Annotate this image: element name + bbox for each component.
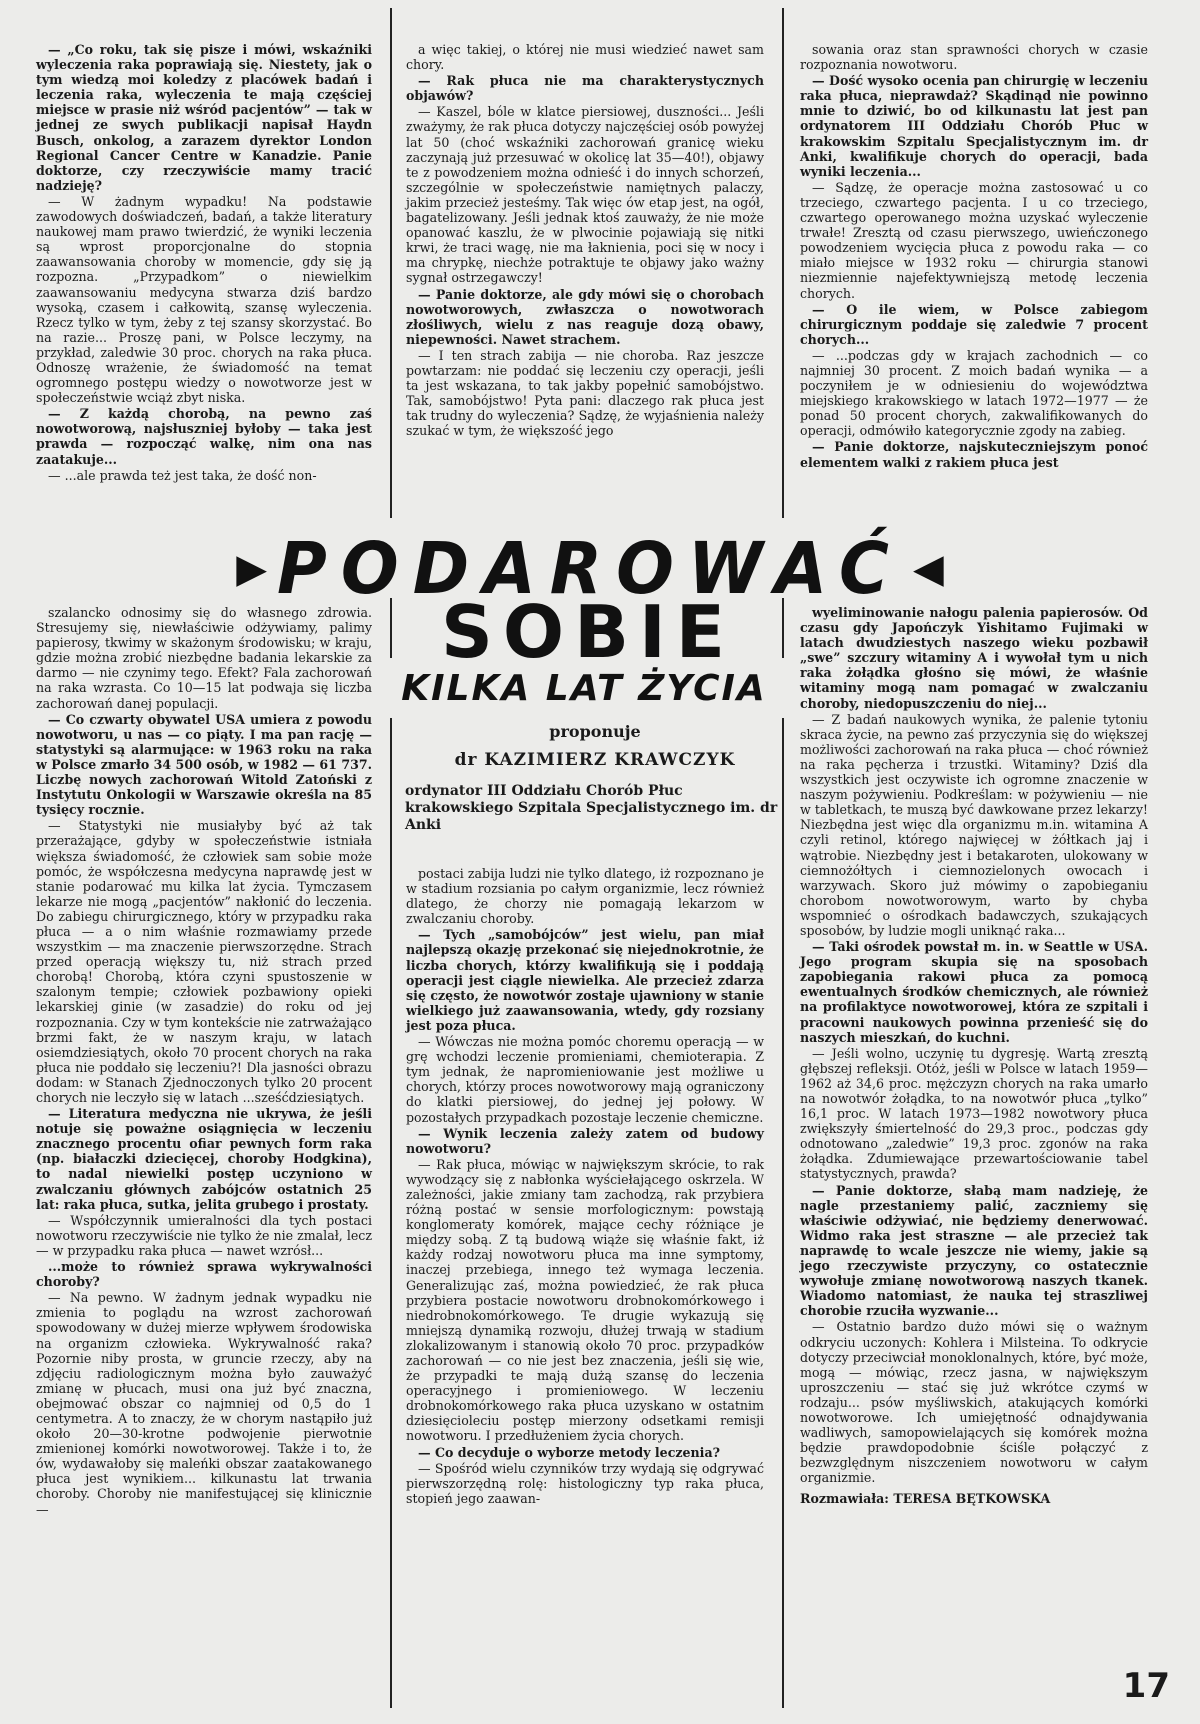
- question-paragraph: — Taki ośrodek powstał m. in. w Seattle w USA. Jego program skupia się na sposobach zapobiegania rakowi płuca za pomocą ewentualnych środków chemicznych, ale również na profilaktyce nowotworowej, która ze szpitali i pracowni naukowych powinna przenieść się do naszych mieszkań, do kuchni.: [800, 939, 1148, 1045]
- column-3-bottom: [800, 605, 1148, 1507]
- right-arrow-icon: ▶: [236, 546, 268, 592]
- headline-subtitle: KILKA LAT ŻYCIA: [401, 668, 767, 709]
- interviewer-signature: Rozmawiała: TERESA BĘTKOWSKA: [800, 1491, 1051, 1507]
- question-paragraph: — Rak płuca nie ma charakterystycznych objawów?: [406, 73, 764, 104]
- question-paragraph: — Literatura medyczna nie ukrywa, że jeśli notuje się poważne osiągnięcia w leczeniu znacznego procentu ofiar pewnych form raka (np. białaczki dziecięcej, choroby Hodgkina), to nadal niewielki postęp uczyniono w zwalczaniu głównych zabójców ostatnich 25 lat: raka płuca, sutka, jelita grubego i prostaty.: [36, 1106, 372, 1212]
- question-paragraph: — „Co roku, tak się pisze i mówi, wskaźniki wyleczenia raka poprawiają się. Niestety, jak o tym wiedzą moi koledzy z placówek badań i leczenia raka, wyleczenia te mają częściej miejsce w prasie niż wśród pacjentów” — tak w jednej ze swych publikacji napisał Haydn Busch, onkolog, a zarazem dyrektor London Regional Cancer Centre w Kanadzie. Panie doktorze, czy rzeczywiście mamy tracić nadzieję?: [36, 42, 372, 193]
- answer-paragraph: — Sądzę, że operacje można zastosować u co trzeciego, czwartego pacjenta. I u co trzeciego, czwartego operowanego można uzyskać wyleczenie trwałe! Zresztą od czasu pierwszego, uwieńczonego powodzeniem wycięcia płuca z powodu raka — co miało miejsce w 1932 roku — chirurgia stanowi niezmiennie najefektywniejszą metodę leczenia chorych.: [800, 179, 1148, 301]
- column-divider: [782, 718, 784, 1708]
- question-paragraph: — Dość wysoko ocenia pan chirurgię w leczeniu raka płuca, nieprawdaż? Skądinąd nie powinno mnie to dziwić, bo od kilkunastu lat jest pan ordynatorem III Oddziału Chorób Płuc w krakowskim Szpitalu Specjalistycznym im. dr Anki, kwalifikuje chorych do operacji, bada wyniki leczenia...: [800, 73, 1148, 179]
- question-paragraph: wyeliminowanie nałogu palenia papierosów. Od czasu gdy Japończyk Yishitamo Fujimaki w latach dwudziestych naszego wieku pozbawił „swe” szczury witaminy A i wywołał tym u nich raka żołądka głośno się mówi, że właśnie witaminy mogą nam pomagać w zwalczaniu choroby, niedopuszczeniu do niej...: [800, 605, 1148, 711]
- column-3-bottom-body: [800, 605, 1148, 1485]
- question-paragraph: — O ile wiem, w Polsce zabiegom chirurgicznym poddaje się zaledwie 7 procent chorych...: [800, 301, 1148, 347]
- question-paragraph: — Panie doktorze, ale gdy mówi się o chorobach nowotworowych, zwłaszcza o nowotworach złośliwych, wielu z nas reaguje dozą obawy, niepewności. Nawet strachem.: [406, 286, 764, 347]
- column-3-top: [800, 42, 1148, 471]
- question-paragraph: — Panie doktorze, najskuteczniejszym ponoć elementem walki z rakiem płuca jest: [800, 439, 1148, 470]
- byline-proponuje: proponuje: [549, 722, 641, 741]
- column-1-top: [36, 42, 372, 484]
- answer-paragraph: — Z badań naukowych wynika, że palenie tytoniu skraca życie, na pewno zaś przyczynia się do większej możliwości zachorowań na raka płuca — choć również na raka pęcherza i trzustki. Witaminy? Dziś dla wszystkich jest oczywiste ich ogromne znaczenie w naszym pożywieniu. Podkreślam: w pożywieniu — nie w tabletkach, te muszą być dawkowane przez lekarzy! Niezbędna jest więc dla organizmu m.in. witamina A czyli retinol, którego najwięcej w żółtkach jaj i wątrobie. Niezbędny jest i betakaroten, ulokowany w ciemnożółtych i ciemnozielonych owocach i warzywach. Skoro już mówimy o zapobieganiu chorobom nowotworowym, warto by chyba wspomnieć o ośrodkach badawczych, szukających sposobów, by ludzie mogli uniknąć raka...: [800, 711, 1148, 938]
- answer-paragraph: — ...podczas gdy w krajach zachodnich — co najmniej 30 procent. Z moich badań wynika — a poczyniłem je w odniesieniu do województwa miejskiego krakowskiego w latach 1972—1977 — że ponad 50 procent chorych, zakwalifikowanych do operacji, odmówiło kategorycznie zgody na zabieg.: [800, 347, 1148, 439]
- question-paragraph: — Wynik leczenia zależy zatem od budowy nowotworu?: [406, 1125, 764, 1156]
- author-name: dr KAZIMIERZ KRAWCZYK: [454, 750, 736, 770]
- question-paragraph: — Z każdą chorobą, na pewno zaś nowotworową, najsłuszniej byłoby — taka jest prawda — rozpocząć walkę, nim ona nas zaatakuje...: [36, 406, 372, 467]
- question-paragraph: — Co czwarty obywatel USA umiera z powodu nowotworu, u nas — co piąty. I ma pan rację — statystyki są alarmujące: w 1963 roku na raka w Polsce zmarło 34 500 osób, w 1982 — 61 737. Liczbę nowych zachorowań Witold Zatoński z Instytutu Onkologii w Warszawie określa na 85 tysięcy rocznie.: [36, 711, 372, 818]
- author-affiliation: ordynator III Oddziału Chorób Płuc krakowskiego Szpitala Specjalistycznego im. dr Anki: [405, 783, 778, 833]
- question-paragraph: ...może to również sprawa wykrywalności choroby?: [36, 1259, 372, 1290]
- headline-word: PODAROWAĆ: [277, 527, 903, 611]
- answer-paragraph: — Jeśli wolno, uczynię tu dygresję. Wartą zresztą głębszej refleksji. Otóż, jeśli w Polsce w latach 1959—1962 aż 34,6 proc. mężczyzn chorych na raka umarło na nowotwór żołądka, to na nowotwór płuca „tylko” 16,1 proc. W latach 1973—1982 nowotwory płuca zwiększyły śmiertelność do 29,3 proc., podczas gdy odnotowano „zaledwie” 19,3 proc. zgonów na raka żołądka. Zdumiewające przewartościowanie tabel statystycznych, prawda?: [800, 1045, 1148, 1182]
- answer-paragraph: a więc takiej, o której nie musi wiedzieć nawet sam chory.: [406, 42, 764, 73]
- answer-paragraph: — Kaszel, bóle w klatce piersiowej, duszności... Jeśli zważymy, że rak płuca dotyczy najczęściej osób powyżej lat 50 (choć wskaźniki zachorowań granicę wieku zaczynają już przesuwać w okolicę lat 35—40!), objawy te z powodzeniem można odnieść i do innych schorzeń, szczególnie w społeczeństwie namiętnych palaczy, jakim przecież jesteśmy. Tak więc ów etap jest, na ogół, bagatelizowany. Jeśli jednak ktoś zauważy, że nie może opanować kaszlu, że w plwocinie pojawiają się nitki krwi, że traci wagę, nie ma łaknienia, poci się w nocy i ma chrypkę, niechże potraktuje te objawy jako ważny sygnał ostrzegawczy!: [406, 104, 764, 286]
- column-divider: [390, 8, 392, 518]
- answer-paragraph: — Wówczas nie można pomóc choremu operacją — w grę wchodzi leczenie promieniami, chemioterapia. Z tym jednak, że napromieniowanie jest możliwe u chorych, którzy proces nowotworowy mają ograniczony do klatki piersiowej, do jednej jej połowy. W pozostałych przypadkach pozostaje leczenie chemiczne.: [406, 1034, 764, 1125]
- column-1-bottom: [36, 605, 372, 1518]
- column-2-bottom: [406, 866, 764, 1507]
- answer-paragraph: — W żadnym wypadku! Na podstawie zawodowych doświadczeń, badań, a także literatury naukowej mam prawo twierdzić, że wyniki leczenia są wprost proporcjonalne do stopnia zaawansowania choroby w momencie, gdy się ją rozpozna. „Przypadkom” o niewielkim zaawansowaniu medycyna stwarza dziś bardzo wysoką, czasem i całkowitą, szansę wyleczenia. Rzecz tylko w tym, żeby z tej szansy skorzystać. Bo na razie... Proszę pani, w Polsce leczymy, na przykład, zaledwie 30 proc. chorych na raka płuca. Odnoszę wrażenie, że świadomość na temat ogromnego postępu wiedzy o nowotworze jest w społeczeństwie wciąż zbyt niska.: [36, 193, 372, 406]
- answer-paragraph: — Statystyki nie musiałyby być aż tak przerażające, gdyby w społeczeństwie istniała większa świadomość, że człowiek sam sobie może pomóc, że współczesna medycyna naprawdę jest w stanie podarować mu kilka lat życia. Tymczasem lekarze nie mogą „pacjentów” nakłonić do leczenia. Do zabiegu chirurgicznego, który w przypadku raka płuca — a o nim właśnie rozmawiamy przede wszystkim — ma znaczenie pierwszorzędne. Strach przed operacją większy tu, niż strach przed chorobą! Chorobą, która czyni spustoszenie w szalonym tempie; człowiek pozbawiony opieki lekarskiej ginie (w zasadzie) do roku od jej rozpoznania. Czy w tym kontekście nie zatrważająco brzmi fakt, że w naszym kraju, w latach osiemdziesiątych, około 70 procent chorych na raka płuca nie poddało się leczeniu?! Dla jasności obrazu dodam: w Stanach Zjednoczonych tylko 20 procent chorych nie leczyło się w latach ...sześćdziesiątych.: [36, 818, 372, 1105]
- question-paragraph: — Co decyduje o wyborze metody leczenia?: [418, 1444, 721, 1460]
- answer-paragraph: szalancko odnosimy się do własnego zdrowia. Stresujemy się, niewłaściwie odżywiamy, palimy papierosy, tkwimy w skażonym środowisku; w kraju, gdzie można zrobić niezbędne badania lekarskie za darmo — nie czynimy tego. Efekt? Fala zachorowań na raka wzrasta. Co 10—15 lat podwaja się liczba zachorowań danej populacji.: [36, 605, 372, 711]
- column-2-top: [406, 42, 764, 439]
- answer-paragraph: — I ten strach zabija — nie choroba. Raz jeszcze powtarzam: nie poddać się leczeniu czy operacji, jeśli ta jest wskazana, to tak jakby popełnić samobójstwo. Tak, samobójstwo! Pyta pani: dlaczego rak płuca jest tak trudny do wyleczenia? Sądzę, że wyjaśnienia należy szukać w tym, że większość jego: [406, 347, 764, 439]
- answer-paragraph: postaci zabija ludzi nie tylko dlatego, iż rozpoznano je w stadium rozsiania po całym organizmie, lecz również dlatego, że chorzy nie pomagają lekarzom w zwalczaniu choroby.: [406, 866, 764, 927]
- answer-paragraph: — Spośród wielu czynników trzy wydają się odgrywać pierwszorzędną rolę: histologiczny typ raka płuca, stopień jego zaawan-: [406, 1460, 764, 1506]
- answer-paragraph: — Na pewno. W żadnym jednak wypadku nie zmienia to poglądu na wzrost zachorowań spowodowany w dużej mierze wpływem środowiska na organizm człowieka. Wykrywalność raka? Pozornie niby prosta, w gruncie rzeczy, aby na zdjęciu radiologicznym można było zauważyć zmianę w płucach, musi ona już być znaczna, obejmować obszar co najmniej od 0,5 do 1 centymetra. A to znaczy, że w chorym nastąpiło już około 20—30-krotne podwojenie pierwotnie zmienionej komórki nowotworowej. Także i to, że ów, wydawałoby się maleńki obszar zaatakowanego płuca jest wynikiem... kilkunastu lat trwania choroby. Choroby nie manifestującej się klinicznie —: [36, 1290, 372, 1517]
- answer-paragraph: sowania oraz stan sprawności chorych w czasie rozpoznania nowotworu.: [800, 42, 1148, 73]
- question-paragraph: — Tych „samobójców” jest wielu, pan miał najlepszą okazję przekonać się niejednokrotnie, że liczba chorych, którzy kwalifikują się i poddają operacji jest ciągle niewielka. Ale przecież zdarza się często, że nowotwór zostaje ujawniony w stanie wielkiego już zaawansowania, wtedy, gdy rozsiany jest poza płuca.: [406, 927, 764, 1033]
- answer-paragraph: — Rak płuca, mówiąc w największym skrócie, to rak wywodzący się z nabłonka wyściełającego oskrzela. W zależności, jakie zmiany tam zachodzą, rak przybiera różną postać w sensie morfologicznym: powstają konglomeraty komórek, mające cechy różniące je między sobą. Z tą budową wiąże się właśnie fakt, iż każdy rodzaj nowotworu płuca ma inne symptomy, inaczej przebiega, innego też wymaga leczenia. Generalizując zaś, można powiedzieć, że rak płuca przybiera postacie nowotworu drobnokomórkowego i niedrobnokomórkowego. Te drugie wykazują się mniejszą dynamiką rozwoju, dłużej trwają w stadium zlokalizowanym i stanowią około 70 proc. przypadków zachorowań — co nie jest bez znaczenia, jeśli się wie, że przypadki te mają dużą szansę do leczenia operacyjnego i promieniowego. W leczeniu drobnokomórkowego raka płuca uzyskano w ostatnim dziesięcioleciu postęp mierzony odsetkami remisji nowotworu. I przedłużeniem życia chorych.: [406, 1156, 764, 1444]
- headline-line-2: SOBIE: [441, 590, 735, 674]
- answer-paragraph: — ...ale prawda też jest taka, że dość non-: [48, 467, 317, 483]
- left-arrow-icon: ◀: [912, 546, 944, 592]
- answer-paragraph: — Ostatnio bardzo dużo mówi się o ważnym odkryciu uczonych: Kohlera i Milsteina. To odkrycie dotyczy przeciwciał monoklonalnych, które, być może, mogą — mówiąc, rzecz jasna, w największym uproszczeniu — stać się już wkrótce czymś w rodzaju... psów myśliwskich, atakujących komórki nowotworowe. Ich umiejętność odnajdywania wadliwych, samopowielających się komórek można będzie prawdopodobnie ściśle połączyć z bezwzględnym niszczeniem nowotworu w całym organizmie.: [800, 1319, 1148, 1486]
- page-number: 17: [1122, 1666, 1170, 1706]
- column-divider: [782, 8, 784, 518]
- answer-paragraph: — Współczynnik umieralności dla tych postaci nowotworu rzeczywiście nie tylko że nie zmalał, lecz — w przypadku raka płuca — nawet wzrósł...: [36, 1212, 372, 1258]
- column-divider: [390, 718, 392, 1708]
- question-paragraph: — Panie doktorze, słabą mam nadzieję, że nagle przestaniemy palić, zaczniemy się właściwie odżywiać, nie będziemy denerwować. Widmo raka jest straszne — ale przecież tak naprawdę to wcale jeszcze nie wiemy, jakie są jego rzeczywiste przyczyny, co ostatecznie wywołuje zmianę nowotworową naszych tkanek. Wiadomo natomiast, że nauka tej straszliwej chorobie rzuciła wyzwanie...: [800, 1182, 1148, 1319]
